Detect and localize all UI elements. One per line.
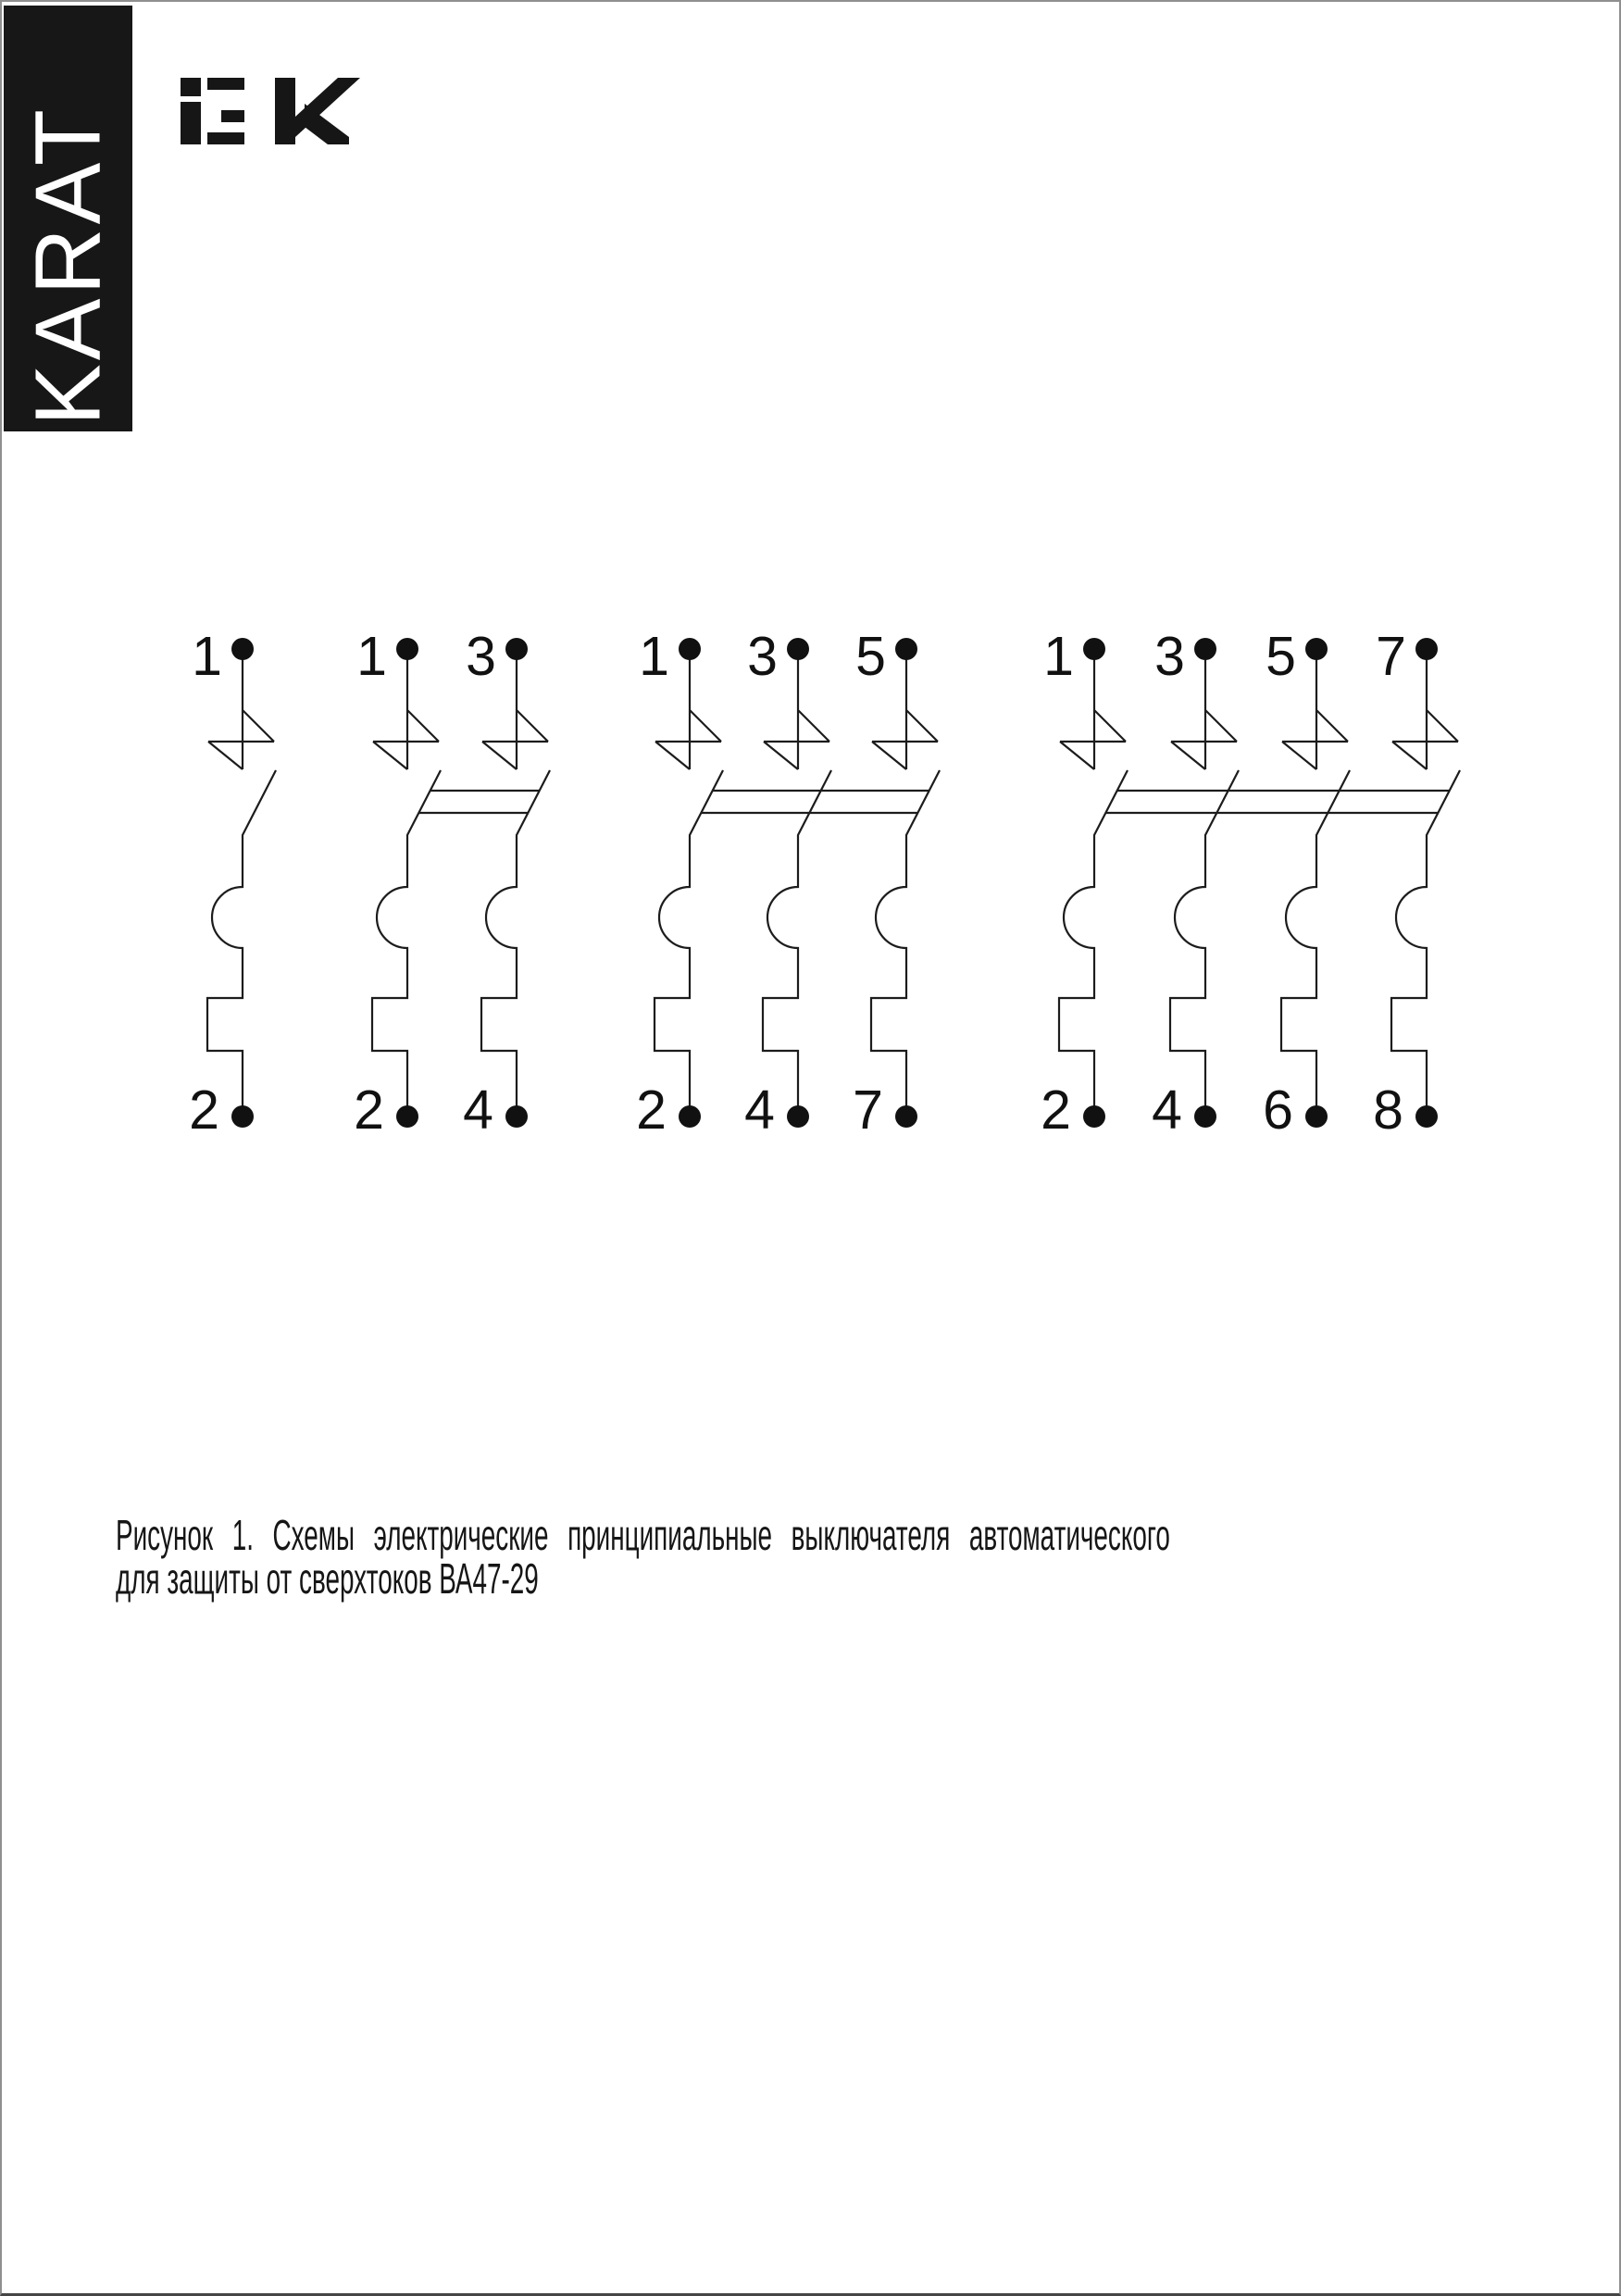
pole-contact-path xyxy=(372,770,441,1117)
pole-contact-path xyxy=(481,770,550,1117)
terminal-number-bottom: 2 xyxy=(189,1079,219,1141)
pole-contact-path xyxy=(207,770,276,1117)
terminal-dot-top xyxy=(679,638,701,660)
terminal-number-top: 3 xyxy=(466,626,496,687)
terminal-dot-bottom xyxy=(679,1105,701,1128)
breaker-diagram-4p xyxy=(1041,626,1460,1141)
terminal-number-bottom: 2 xyxy=(354,1079,384,1141)
terminal-dot-top xyxy=(895,638,917,660)
karat-banner-text: KARAT xyxy=(16,106,119,426)
terminal-dot-bottom xyxy=(787,1105,809,1128)
figure-caption-line-1: Рисунок 1. Схемы электрические принципиальные выключателя автоматического xyxy=(116,1511,1170,1559)
breaker-diagram-3p xyxy=(636,626,940,1141)
terminal-number-bottom: 7 xyxy=(853,1079,883,1141)
terminal-dot-top xyxy=(1194,638,1216,660)
terminal-number-top: 5 xyxy=(855,626,886,687)
terminal-dot-top xyxy=(1305,638,1328,660)
pole-contact-path xyxy=(1391,770,1460,1117)
terminal-number-top: 3 xyxy=(747,626,778,687)
terminal-dot-bottom xyxy=(1083,1105,1105,1128)
terminal-dot-bottom xyxy=(1194,1105,1216,1128)
terminal-dot-top xyxy=(1415,638,1438,660)
terminal-dot-top xyxy=(1083,638,1105,660)
pole-contact-path xyxy=(655,770,723,1117)
terminal-number-bottom: 8 xyxy=(1373,1079,1403,1141)
terminal-dot-top xyxy=(231,638,254,660)
terminal-number-top: 7 xyxy=(1376,626,1406,687)
terminal-dot-bottom xyxy=(505,1105,528,1128)
pole-contact-path xyxy=(871,770,940,1117)
terminal-dot-bottom xyxy=(1305,1105,1328,1128)
terminal-dot-bottom xyxy=(396,1105,418,1128)
figure-caption xyxy=(116,1511,1170,1603)
terminal-dot-bottom xyxy=(895,1105,917,1128)
terminal-number-top: 1 xyxy=(1043,626,1074,687)
pole-contact-path xyxy=(1059,770,1128,1117)
terminal-number-top: 3 xyxy=(1154,626,1185,687)
terminal-number-top: 1 xyxy=(639,626,669,687)
pole-contact-path xyxy=(1281,770,1350,1117)
terminal-number-bottom: 4 xyxy=(1152,1079,1182,1141)
pole-contact-path xyxy=(1170,770,1239,1117)
terminal-dot-bottom xyxy=(231,1105,254,1128)
terminal-number-bottom: 4 xyxy=(744,1079,775,1141)
breaker-diagram-2p xyxy=(354,626,550,1141)
figure-caption-line-2: для защиты от сверхтоков ВА47-29 xyxy=(116,1554,539,1603)
terminal-number-bottom: 4 xyxy=(463,1079,493,1141)
terminal-number-top: 5 xyxy=(1266,626,1296,687)
terminal-dot-top xyxy=(396,638,418,660)
terminal-number-bottom: 2 xyxy=(1041,1079,1071,1141)
terminal-dot-top xyxy=(505,638,528,660)
terminal-dot-top xyxy=(787,638,809,660)
terminal-dot-bottom xyxy=(1415,1105,1438,1128)
breaker-diagram-1p xyxy=(189,626,276,1141)
figure-canvas xyxy=(2,2,1621,2296)
terminal-number-top: 1 xyxy=(356,626,387,687)
terminal-number-bottom: 6 xyxy=(1263,1079,1293,1141)
pole-contact-path xyxy=(763,770,831,1117)
terminal-number-bottom: 2 xyxy=(636,1079,667,1141)
terminal-number-top: 1 xyxy=(192,626,222,687)
